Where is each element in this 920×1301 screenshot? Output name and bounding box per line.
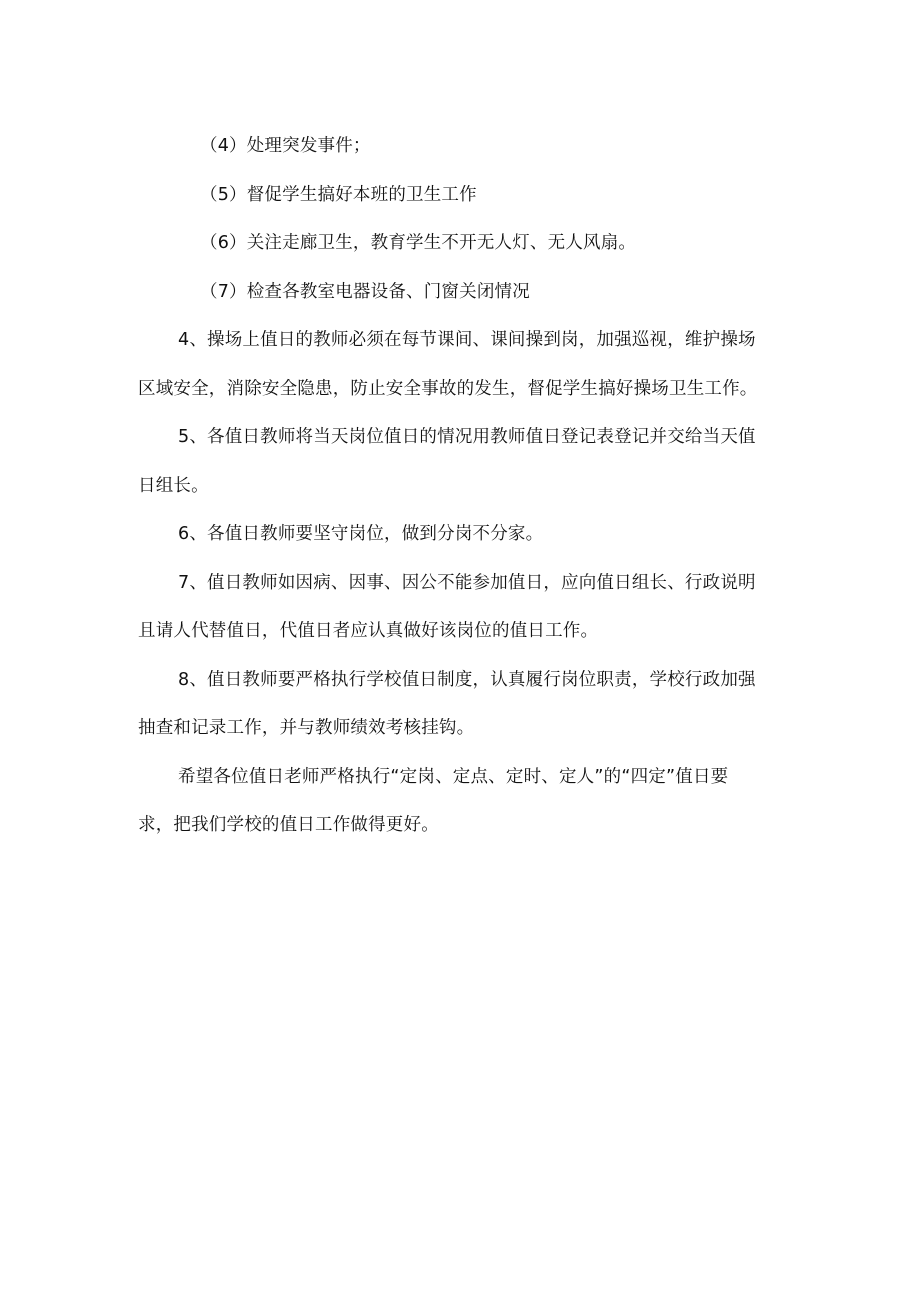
paragraph-line: 4、操场上值日的教师必须在每节课间、课间操到岗，加强巡视，维护操场 <box>178 330 756 350</box>
paragraph-line: 区域安全，消除安全隐患，防止安全事故的发生，督促学生搞好操场卫生工作。 <box>138 378 758 399</box>
paragraph-line: 7、值日教师如因病、因事、因公不能参加值日，应向值日组长、行政说明 <box>178 572 756 593</box>
list-item: （7）检查各教室电器设备、门窗关闭情况 <box>200 281 530 302</box>
paragraph-line: 8、值日教师要严格执行学校值日制度，认真履行岗位职责，学校行政加强 <box>178 669 756 690</box>
list-item: （5）督促学生搞好本班的卫生工作 <box>200 184 477 205</box>
list-item: （4）处理突发事件； <box>200 136 371 156</box>
paragraph-line: 6、各值日教师要坚守岗位，做到分岗不分家。 <box>178 524 544 544</box>
paragraph-line: 日组长。 <box>138 475 209 496</box>
paragraph-line: 求，把我们学校的值日工作做得更好。 <box>138 815 439 835</box>
paragraph-line: 5、各值日教师将当天岗位值日的情况用教师值日登记表登记并交给当天值 <box>178 427 756 447</box>
document-body <box>138 122 798 850</box>
paragraph-line: 抽查和记录工作，并与教师绩效考核挂钩。 <box>138 718 475 738</box>
list-item: （6）关注走廊卫生，教育学生不开无人灯、无人风扇。 <box>200 233 637 253</box>
paragraph-line: 且请人代替值日，代值日者应认真做好该岗位的值日工作。 <box>138 621 599 641</box>
paragraph-line: 希望各位值日老师严格执行“定岗、定点、定时、定人”的“四定”值日要 <box>178 766 729 787</box>
